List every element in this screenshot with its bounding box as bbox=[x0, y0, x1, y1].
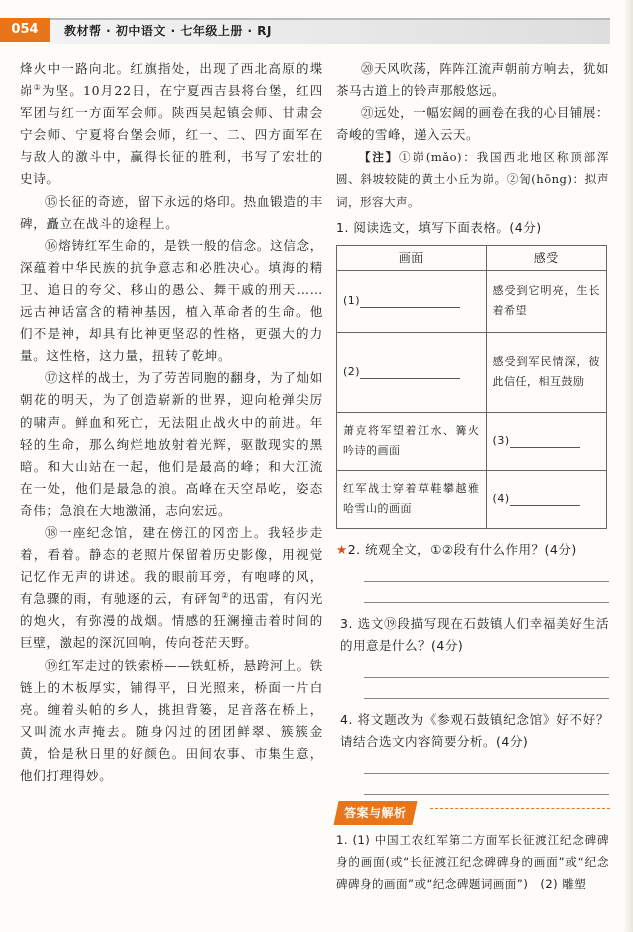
book-title: 教材帮 · 初中语文 · 七年级上册 · RJ bbox=[64, 24, 272, 38]
blank-label: (4) bbox=[492, 492, 510, 506]
question-1: 1. 阅读选文，填写下面表格。(4分) bbox=[336, 219, 542, 235]
answer-line[interactable] bbox=[364, 774, 609, 795]
table-row bbox=[337, 470, 607, 528]
answer-1-text: 1. (1) 中国工农红军第二方面军长征渡江纪念碑碑身的画面(或“长征渡江纪念碑碑身的画面”或“纪念碑碑身的画面”或“纪念碑题词画面”) (2) 雕塑 bbox=[336, 832, 609, 891]
fill-in-blank[interactable] bbox=[360, 295, 460, 308]
paragraph-21: ㉑远处，一幅宏阔的画卷在我的心目铺展：奇峻的雪峰，递入云天。 bbox=[336, 105, 609, 143]
paragraph-18: ⑱一座纪念馆，建在傍江的冈峦上。我轻步走着，看着。静态的老照片保留着历史影像，用视觉记忆作无声的讲述。我的眼前耳旁，有咆哮的风，有急骤的雨，有驰逐的云，有砰訇②的迅雷，有闪光的炮火，有弥漫的战烟。情感的狂澜撞击着时间的巨壁，激起的深沉回响，传向苍茫天野。 bbox=[20, 524, 323, 651]
table-cell: 感受到它明亮，生长着希望 bbox=[486, 270, 606, 332]
page-header bbox=[0, 0, 633, 44]
table-header-scene: 画面 bbox=[337, 245, 487, 270]
page-number: 054 bbox=[0, 18, 50, 42]
table-row bbox=[337, 332, 607, 412]
paragraph-16: ⑯熔铸红军生命的，是铁一般的信念。这信念，深蕴着中华民族的抗争意志和必胜决心。填海的精卫、追日的夸父、移山的愚公、舞干戚的刑天……远古神话富含的精神基因，植入革命者的生命。他们不是神，却具有比神更坚忍的性格，更强大的力量。这性格，这力量，扭转了乾坤。 bbox=[20, 237, 323, 364]
answer-section-tag: 答案与解析 bbox=[333, 801, 417, 825]
blank-label: (1) bbox=[343, 294, 361, 308]
table-header-feeling: 感受 bbox=[486, 245, 606, 270]
answer-divider bbox=[430, 808, 610, 809]
answer-line[interactable] bbox=[364, 561, 609, 582]
table-row bbox=[337, 270, 607, 332]
answer-line[interactable] bbox=[364, 678, 609, 699]
paragraph-17: ⑰这样的战士，为了劳苦同胞的翻身，为了灿如朝花的明天，为了创造崭新的世界，迎向枪弹尖厉的啸声。鲜血和死亡，无法阻止战火中的前进。年轻的生命，那么绚烂地放射着光辉，驱散现实的黑暗。和大山站在一起，他们是最高的峰；和大江流在一处，他们是最急的浪。高峰在天空昂屹，姿态奇伟；急浪在大地激涌，志向宏远。 bbox=[20, 370, 323, 518]
fill-in-blank[interactable] bbox=[510, 493, 580, 506]
question-3: 3. 选文⑲段描写现在石鼓镇人们幸福美好生活的用意是什么？(4分) bbox=[340, 615, 609, 653]
blank-label: (3) bbox=[492, 434, 510, 448]
table-cell: 感受到军民情深，彼此信任，相互鼓励 bbox=[486, 332, 606, 412]
paragraph-15: ⑮长征的奇迹，留下永远的烙印。热血锻造的丰碑，矗立在战斗的途程上。 bbox=[20, 193, 323, 231]
blank-label: (2) bbox=[343, 365, 361, 379]
fill-in-blank[interactable] bbox=[510, 435, 580, 448]
page-edge-shadow bbox=[623, 0, 633, 932]
question-2: ★2. 统观全文，①②段有什么作用？(4分) bbox=[336, 541, 577, 557]
question-4: 4. 将文题改为《参观石鼓镇纪念馆》好不好？请结合选文内容简要分析。(4分) bbox=[340, 711, 609, 749]
star-icon: ★ bbox=[336, 541, 348, 557]
paragraph-20: ⑳天风吹荡，阵阵江流声朝前方响去，犹如茶马古道上的铃声那般悠远。 bbox=[336, 61, 609, 99]
table-row bbox=[337, 412, 607, 470]
paragraph-19: ⑲红军走过的铁索桥——铁虹桥，悬跨河上。铁链上的木板厚实，铺得平，日光照来，桥面一片白亮。缠着头帕的乡人，挑担背篓，足音落在桥上，又叫流水声掩去。随身闪过的团团鲜翠、簇簇金黄，恰是秋日里的好颜色。田间农事、市集生意，他们打理得妙。 bbox=[20, 657, 323, 783]
table-cell: 红军战士穿着草鞋攀越雅哈雪山的画面 bbox=[337, 470, 487, 528]
answer-line[interactable] bbox=[364, 582, 609, 603]
right-column bbox=[336, 58, 609, 895]
fill-in-blank[interactable] bbox=[360, 366, 460, 379]
left-column bbox=[20, 58, 323, 787]
answer-line[interactable] bbox=[364, 753, 609, 774]
annotation: 【注】①峁(mǎo)：我国西北地区称顶部浑圆、斜坡较陡的黄土小丘为峁。②訇(hōng)：拟声词，形容大声。 bbox=[336, 150, 610, 209]
table-cell: 萧克将军望着江水、篝火吟诗的画面 bbox=[337, 412, 487, 470]
answer-table bbox=[336, 245, 607, 529]
answer-line[interactable] bbox=[364, 657, 609, 678]
paragraph-14: 烽火中一路向北。红旗指处，出现了西北高原的堞峁①为坚。10月22日，在宁夏西吉县将台堡，红四军团与红一方面军会师。陕西吴起镇会师、甘肃会宁会师、宁夏将台堡会师，红一、二、四方面军在与敌人的激斗中，赢得长征的胜利，书写了宏壮的史诗。 bbox=[20, 61, 324, 187]
